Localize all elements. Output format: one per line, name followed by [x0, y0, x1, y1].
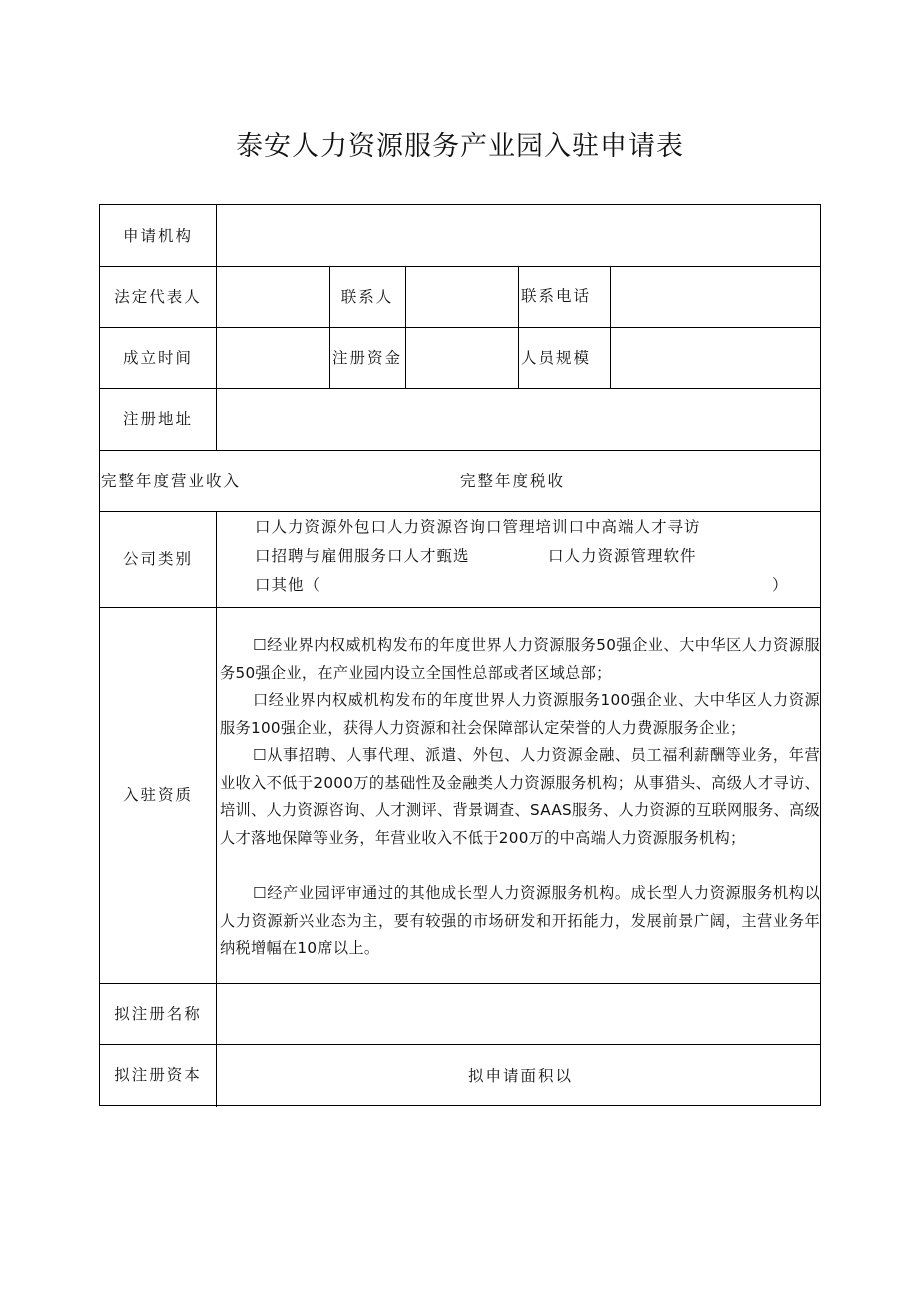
applicant-org-field[interactable]: [217, 205, 821, 266]
label-contact-phone: 联系电话: [521, 287, 592, 305]
staff-size-field[interactable]: [611, 327, 821, 388]
qualification-option-2[interactable]: 口经业界内权威机构发布的年度世界人力资源服务100强企业、大中华区人力资源服务100强企业，获得人力资源和社会保障部认定荣誉的人力费源服务企业；: [220, 691, 820, 737]
label-registered-capital: 注册资金: [331, 348, 402, 367]
company-type-options-line2a[interactable]: 口招聘与雇佣服务口人才甄选: [255, 547, 470, 565]
proposed-capital-field[interactable]: [217, 1044, 457, 1106]
label-staff-size: 人员规模: [521, 349, 592, 367]
registered-capital-field[interactable]: [406, 327, 518, 388]
contact-phone-field[interactable]: [611, 266, 821, 327]
label-annual-revenue: 完整年度营业收入: [101, 472, 242, 490]
annual-tax-field[interactable]: [570, 451, 820, 511]
company-type-option-other[interactable]: 口其他（: [255, 576, 322, 594]
label-founded-time: 成立时间: [122, 348, 193, 367]
column-divider: [518, 266, 519, 388]
company-type-options-line1[interactable]: 口人力资源外包口人力资源咨询口管理培训口中高端人才寻访: [255, 518, 701, 536]
registered-address-field[interactable]: [217, 388, 821, 450]
label-applicant-org: 申请机构: [122, 226, 193, 245]
proposed-name-field[interactable]: [217, 983, 821, 1044]
label-contact-person: 联系人: [340, 287, 394, 306]
qualification-option-1[interactable]: ☐经业界内权威机构发布的年度世界人力资源服务50强企业、大中华区人力资源服务50强企业，在产业园内设立全国性总部或者区域总部；: [220, 636, 820, 682]
contact-person-field[interactable]: [406, 266, 518, 327]
label-proposed-capital: 拟注册资本: [114, 1066, 202, 1084]
label-proposed-name: 拟注册名称: [114, 1004, 202, 1023]
qualification-option-3[interactable]: ☐从事招聘、人事代理、派遣、外包、人力资源金融、员工福利薪酬等业务，年营业收入不低于2000万的基础性及金融类人力资源服务机构；从事猎头、高级人才寻访、培训、人力资源咨询、人才测评、背景调查、SAAS服务、人力资源的互联网服务、高级人才落地保障等业务，年营业收入不低于200万的中高端人力资源服务机构；: [220, 746, 820, 847]
label-applied-area: 拟申请面积以: [468, 1067, 574, 1085]
founded-time-field[interactable]: [217, 327, 329, 388]
company-type-option-software[interactable]: 口人力资源管理软件: [548, 547, 697, 565]
label-registered-address: 注册地址: [122, 410, 193, 428]
label-legal-rep: 法定代表人: [114, 287, 202, 306]
company-type-other-close-paren: ）: [772, 576, 789, 594]
label-qualification: 入驻资质: [122, 786, 193, 804]
annual-revenue-field[interactable]: [250, 451, 450, 511]
application-form: [99, 204, 821, 1106]
label-company-type: 公司类别: [122, 550, 193, 568]
applied-area-field[interactable]: [580, 1044, 820, 1106]
qualification-option-4[interactable]: ☐经产业园评审通过的其他成长型人力资源服务机构。成长型人力资源服务机构以人力资源新兴业态为主，要有较强的市场研发和开拓能力，发展前景广阔，主营业务年纳税增幅在10席以上。: [220, 884, 820, 957]
page-title: 泰安人力资源服务产业园入驻申请表: [236, 131, 684, 162]
legal-rep-field[interactable]: [217, 266, 329, 327]
label-annual-tax: 完整年度税收: [460, 472, 566, 490]
